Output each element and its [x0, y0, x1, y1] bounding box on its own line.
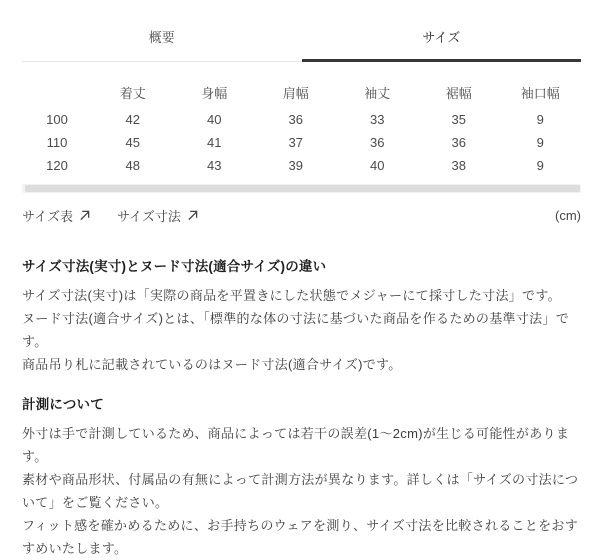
measurement-cell: 45 [125, 135, 140, 150]
section-paragraph: ヌード寸法(適合サイズ)とは、「標準的な体の寸法に基づいた商品を作るための基準寸法」です。 [22, 311, 570, 349]
measurement-cell: 33 [370, 112, 385, 127]
section-paragraph: フィット感を確かめるために、お手持ちのウェアを測り、サイズ寸法を比較されることをおすすめいたします。 [22, 518, 579, 556]
table-row [22, 154, 581, 177]
tab-overview[interactable]: 概要 [22, 27, 302, 62]
column-header: 袖丈 [364, 86, 391, 101]
links-row [22, 206, 581, 225]
measurement-cell: 41 [207, 135, 222, 150]
measurement-cell: 36 [370, 135, 385, 150]
external-link-icon [187, 210, 198, 221]
tab-size[interactable]: サイズ [302, 27, 582, 62]
row-size-label: 120 [46, 158, 68, 173]
table-row [22, 108, 581, 131]
measurement-cell: 43 [207, 158, 222, 173]
measurement-cell: 38 [451, 158, 466, 173]
section-paragraph: 外寸は手で計測しているため、商品によっては若干の誤差(1〜2cm)が生じる可能性があります。 [22, 426, 570, 464]
table-corner-cell [22, 83, 92, 108]
size-chart-link[interactable] [22, 206, 90, 225]
measurement-cell: 42 [125, 112, 140, 127]
external-link-icon [79, 210, 90, 221]
links-group [22, 206, 225, 225]
section-paragraph: サイズ寸法(実寸)は「実際の商品を平置きにした状態でメジャーにて採寸した寸法」です。 [22, 288, 561, 303]
column-header: 裾幅 [445, 86, 472, 101]
section-heading: 計測について [22, 397, 104, 412]
measurement-cell: 40 [207, 112, 222, 127]
column-header: 袖口幅 [520, 86, 560, 101]
size-table [22, 83, 581, 177]
section-heading: サイズ寸法(実寸)とヌード寸法(適合サイズ)の違い [22, 259, 327, 274]
measurement-cell: 9 [536, 112, 544, 127]
column-header: 身幅 [201, 86, 228, 101]
row-size-label: 100 [46, 112, 68, 127]
info-section [22, 255, 581, 376]
measurement-cell: 35 [451, 112, 466, 127]
link-label: サイズ寸法 [116, 209, 181, 224]
measurement-cell: 36 [451, 135, 466, 150]
measurement-cell: 39 [288, 158, 303, 173]
column-header: 着丈 [119, 86, 146, 101]
measurement-cell: 36 [288, 112, 303, 127]
table-row [22, 131, 581, 154]
table-horizontal-scrollbar[interactable] [22, 184, 581, 193]
measurement-cell: 9 [536, 135, 544, 150]
size-measurements-link[interactable] [117, 206, 198, 225]
info-sections [22, 255, 581, 560]
scrollbar-thumb[interactable] [25, 185, 580, 192]
row-size-label: 110 [46, 135, 68, 150]
info-section [22, 393, 581, 560]
size-panel [0, 27, 600, 560]
measurement-cell: 37 [288, 135, 303, 150]
tab-bar [22, 27, 581, 62]
link-label: サイズ表 [22, 209, 73, 224]
column-header: 肩幅 [282, 86, 309, 101]
section-paragraph: 素材や商品形状、付属品の有無によって計測方法が異なります。詳しくは「サイズの寸法について」をご覧ください。 [22, 472, 579, 510]
section-paragraph: 商品吊り札に記載されているのはヌード寸法(適合サイズ)です。 [22, 357, 402, 372]
size-table-head [22, 83, 581, 108]
measurement-cell: 40 [370, 158, 385, 173]
unit-label: (cm) [555, 208, 581, 223]
measurement-cell: 48 [125, 158, 140, 173]
table-header-row [22, 83, 581, 108]
size-table-body [22, 108, 581, 177]
measurement-cell: 9 [536, 158, 544, 173]
